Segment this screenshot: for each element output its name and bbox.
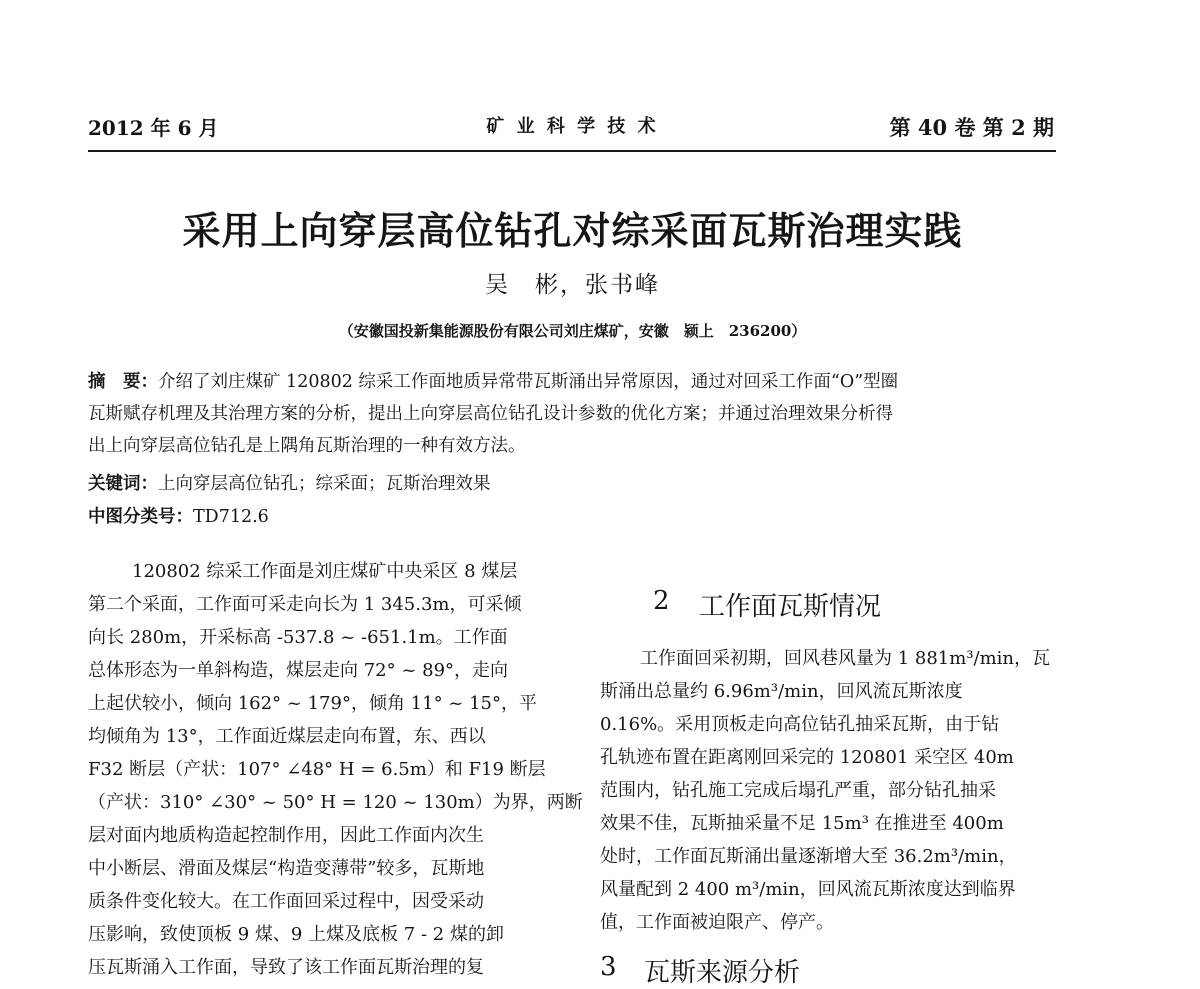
left-column-line: 质条件变化较大。在工作面回采过程中，因受采动 xyxy=(88,891,484,912)
left-column-line: （产状：310° ∠30° ~ 50° H = 120 ~ 130m）为界，两断 xyxy=(88,792,583,813)
left-column-line: 均倾角为 13°，工作面近煤层走向布置，东、西以 xyxy=(88,726,486,747)
left-column-line: 向长 280m，开采标高 -537.8 ~ -651.1m。工作面 xyxy=(88,627,508,648)
left-column-line: 压影响，致使顶板 9 煤、9 上煤及底板 7 - 2 煤的卸 xyxy=(88,924,504,945)
section-3-number: 3 xyxy=(600,952,617,982)
abstract-label: 摘 要： xyxy=(88,372,158,392)
right-column-line: 效果不佳，瓦斯抽采量不足 15m³ 在推进至 400m xyxy=(600,813,1004,834)
right-column-line: 0.16%。采用顶板走向高位钻孔抽采瓦斯，由于钻 xyxy=(600,714,1000,735)
left-column-line: 总体形态为一单斜构造，煤层走向 72° ~ 89°，走向 xyxy=(88,660,509,681)
right-column-line: 值，工作面被迫限产、停产。 xyxy=(600,912,834,933)
abstract-line: 瓦斯赋存机理及其治理方案的分析，提出上向穿层高位钻孔设计参数的优化方案；并通过治理效果分析得 xyxy=(88,404,893,424)
article-authors: 吴 彬，张书峰 xyxy=(485,272,660,298)
section-2-title: 工作面瓦斯情况 xyxy=(699,592,882,622)
article-title: 采用上向穿层高位钻孔对综采面瓦斯治理实践 xyxy=(182,208,963,253)
journal-name: 矿 业 科 学 技 术 xyxy=(486,116,659,137)
classification-label: 中图分类号： xyxy=(88,507,193,527)
right-column-line: 风量配到 2 400 m³/min，回风流瓦斯浓度达到临界 xyxy=(600,879,1016,900)
header-divider xyxy=(88,150,1056,152)
right-column-line: 处时，工作面瓦斯涌出量逐渐增大至 36.2m³/min， xyxy=(600,846,1017,867)
journal-volume-issue: 第 40 卷 第 2 期 xyxy=(889,115,1054,140)
left-column-line: 120802 综采工作面是刘庄煤矿中央采区 8 煤层 xyxy=(132,561,518,582)
left-column-line: 层对面内地质构造起控制作用，因此工作面内次生 xyxy=(88,825,484,846)
section-3-title: 瓦斯来源分析 xyxy=(644,958,801,988)
right-column-line: 范围内，钻孔施工完成后塌孔严重，部分钻孔抽采 xyxy=(600,780,996,801)
keywords-text: 上向穿层高位钻孔；综采面；瓦斯治理效果 xyxy=(158,474,491,494)
abstract-line: 出上向穿层高位钻孔是上隅角瓦斯治理的一种有效方法。 xyxy=(88,436,526,456)
classification-code: TD712.6 xyxy=(193,507,269,527)
keywords-line xyxy=(88,470,491,495)
left-column-line: 上起伏较小，倾向 162° ~ 179°，倾角 11° ~ 15°，平 xyxy=(88,693,538,714)
right-column-line: 斯涌出总量约 6.96m³/min，回风流瓦斯浓度 xyxy=(600,681,963,702)
keywords-label: 关键词： xyxy=(88,474,158,494)
left-column-line: 中小断层、滑面及煤层“构造变薄带”较多，瓦斯地 xyxy=(88,858,485,879)
right-column-line: 工作面回采初期，回风巷风量为 1 881m³/min，瓦 xyxy=(640,648,1051,669)
left-column-line: F32 断层（产状：107° ∠48° H = 6.5m）和 F19 断层 xyxy=(88,759,546,780)
journal-date: 2012 年 6 月 xyxy=(88,116,219,140)
section-2-number: 2 xyxy=(653,586,670,616)
classification-line xyxy=(88,503,269,528)
left-column-line: 压瓦斯涌入工作面，导致了该工作面瓦斯治理的复 xyxy=(88,957,484,978)
abstract-line: 摘 要：介绍了刘庄煤矿 120802 综采工作面地质异常带瓦斯涌出异常原因，通过对回采工作面“O”型圈 xyxy=(88,372,899,392)
right-column-line: 孔轨迹布置在距离刚回采完的 120801 采空区 40m xyxy=(600,747,1014,768)
author-affiliation: （安徽国投新集能源股份有限公司刘庄煤矿，安徽 颍上 236200） xyxy=(338,322,807,340)
left-column-line: 第二个采面，工作面可采走向长为 1 345.3m，可采倾 xyxy=(88,594,522,615)
